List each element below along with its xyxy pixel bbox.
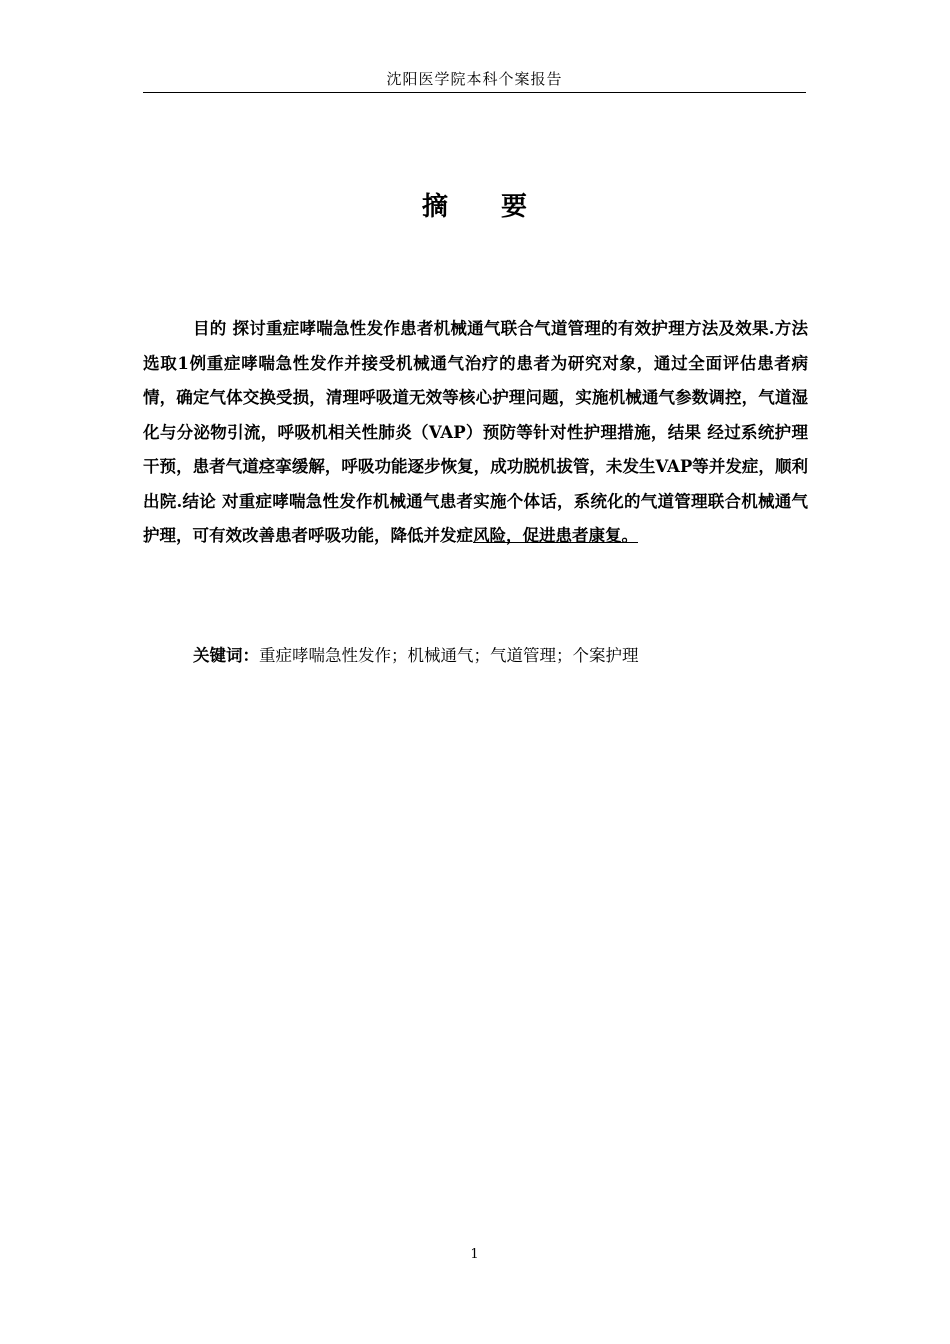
- page-title: 摘 要: [421, 192, 550, 222]
- keywords-line: [193, 641, 808, 671]
- abstract-underlined-text: 风险，促进患者康复。: [473, 526, 638, 545]
- keywords-label: 关键词：: [193, 646, 259, 665]
- abstract-paragraph: [143, 312, 808, 554]
- abstract-text: 目的 探讨重症哮喘急性发作患者机械通气联合气道管理的有效护理方法及效果.方法 选取1例重症哮喘急性发作并接受机械通气治疗的患者为研究对象，通过全面评估患者病情，确定气体交换受损，清理呼吸道无效等核心护理问题，实施机械通气参数调控，气道湿化与分泌物引流，呼吸机相关性肺炎（VAP）预防等针对性护理措施，结果 经过系统护理干预，患者气道痉挛缓解，呼吸功能逐步恢复，成功脱机拔管，未发生VAP等并发症，顺利出院.结论 对重症哮喘急性发作机械通气患者实施个体话，系统化的气道管理联合机械通气护理，可有效改善患者呼吸功能，降低并发症: [143, 319, 808, 545]
- running-header: 沈阳医学院本科个案报告: [386, 70, 563, 88]
- header-rule: [143, 92, 806, 93]
- page-number: 1: [470, 1247, 479, 1262]
- keywords-value: 重症哮喘急性发作；机械通气；气道管理；个案护理: [259, 646, 639, 665]
